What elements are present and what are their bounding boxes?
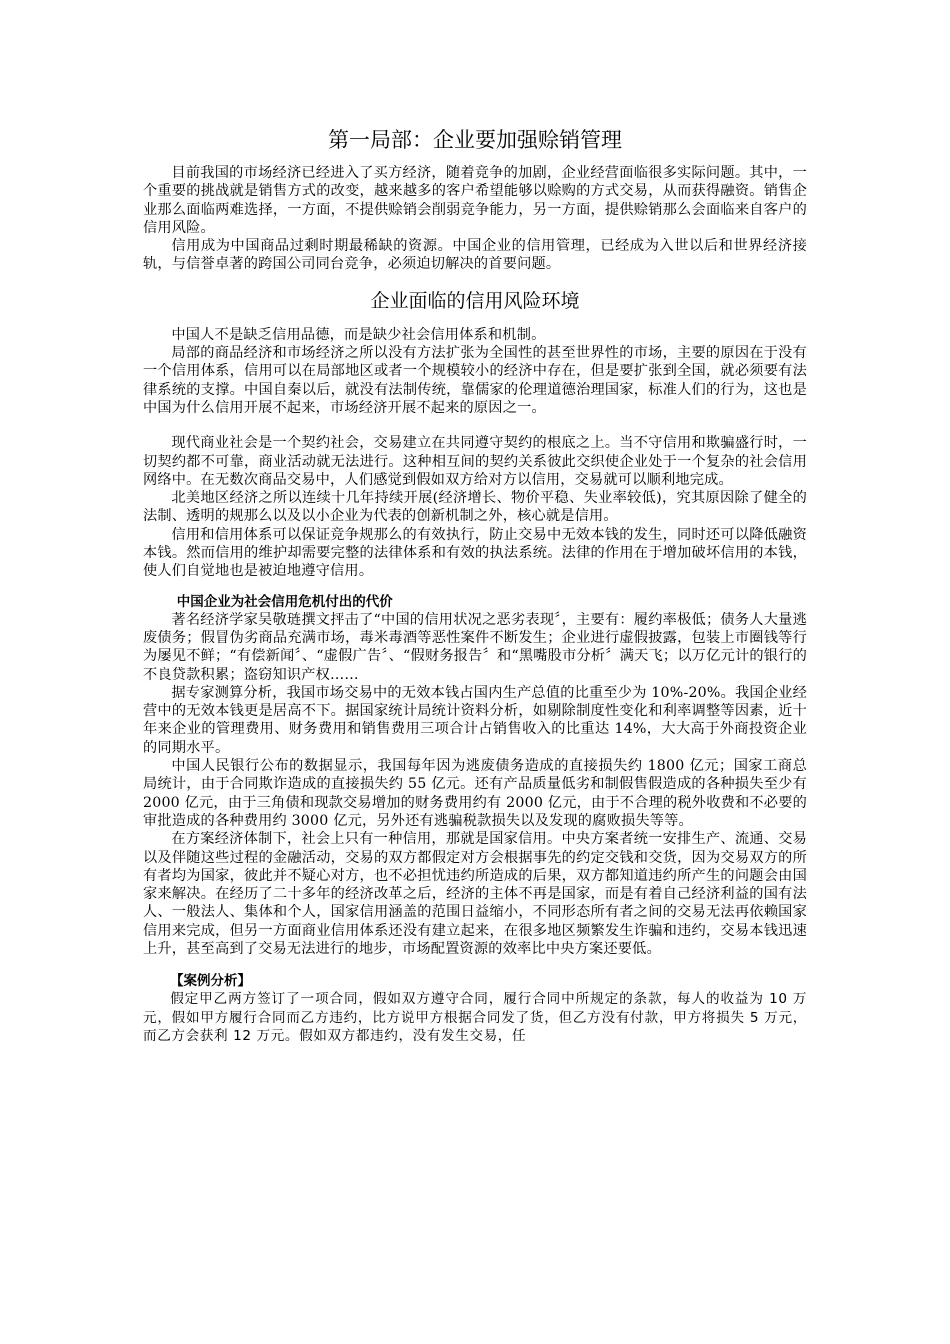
document-page <box>143 120 807 1046</box>
paragraph-gap <box>143 417 807 434</box>
section-title: 企业面临的信用风险环境 <box>370 289 580 312</box>
cost-paragraph-2: 据专家测算分析，我国市场交易中的无效本钱占国内生产总值的比重至少为 10%-20%。我国企业经营中的无效本钱更是居高不下。据国家统计局统计资料分析，如剔除制度性变化和利率调整等因素，近十年来企业的管理费用、财务费用和销售费用三项合计占销售收入的比重达 14%，大大高于外商投资企业的同期水平。 <box>143 684 807 756</box>
intro-paragraph-1: 目前我国的市场经济已经进入了买方经济，随着竞争的加剧，企业经营面临很多实际问题。其中，一个重要的挑战就是销售方式的改变，越来越多的客户希望能够以赊购的方式交易，从而获得融资。销售企业那么面临两难选择，一方面，不提供赊销会削弱竞争能力，另一方面，提供赊销那么会面临来自客户的信用风险。 <box>143 165 807 236</box>
page-title: 第一局部：企业要加强赊销管理 <box>328 128 622 152</box>
subheading: 中国企业为社会信用危机付出的代价 <box>176 593 393 610</box>
cost-paragraph-4: 在方案经济体制下，社会上只有一种信用，那就是国家信用。中央方案者统一安排生产、流通、交易以及伴随这些过程的金融活动，交易的双方都假定对方会根据事先的约定交钱和交货，因为交易双方的所有者均为国家，彼此并不疑心对方，也不必担忧违约所造成的后果，双方都知道违约所产生的问题会由国家来解决。在经历了二十多年的经济改革之后，经济的主体不再是国家，而是有着自己经济利益的国有法人、一般法人、集体和个人，国家信用涵盖的范围日益缩小，不同形态所有者之间的交易无法再依赖国家信用来完成，但另一方面商业信用体系还没有建立起来，在很多地区频繁发生诈骗和违约，交易本钱迅速上升，甚至高到了交易无法进行的地步，市场配置资源的效率比中央方案还要低。 <box>143 831 807 957</box>
section-paragraph-1: 中国人不是缺乏信用品德，而是缺少社会信用体系和机制。 <box>171 326 546 343</box>
section-paragraph-5: 信用和信用体系可以保证竞争规那么的有效执行，防止交易中无效本钱的发生，同时还可以降低融资本钱。然而信用的维护却需要完整的法律体系和有效的执法系统。法律的作用在于增加破坏信用的本钱，使人们自觉地也是被迫地遵守信用。 <box>143 526 807 580</box>
section-paragraph-4: 北美地区经济之所以连续十几年持续开展(经济增长、物价平稳、失业率较低)，究其原因除了健全的法制、透明的规那么以及以小企业为代表的创新机制之外，核心就是信用。 <box>143 490 807 525</box>
section-paragraph-3: 现代商业社会是一个契约社会，交易建立在共同遵守契约的根底之上。当不守信用和欺骗盛行时，一切契约都不可靠，商业活动就无法进行。这种相互间的契约关系彼此交织使企业处于一个复杂的社会信用网络中。在无数次商品交易中，人们感觉到假如双方给对方以信用，交易就可以顺利地完成。 <box>143 435 807 488</box>
cost-paragraph-1: 著名经济学家吴敬琏撰文抨击了“中国的信用状况之恶劣表现〞，主要有：履约率极低；债务人大量逃废债务；假冒伪劣商品充满市场，毒米毒酒等恶性案件不断发生；企业进行虚假披露，包装上市圈钱等行为屡见不鲜；“有偿新闻〞、“虚假广告〞、“假财务报告〞和“黑嘴股市分析〞满天飞；以万亿元计的银行的不良贷款积累；盗窃知识产权…… <box>143 611 807 683</box>
case-heading: 【案例分析】 <box>170 973 251 990</box>
intro-paragraph-2: 信用成为中国商品过剩时期最稀缺的资源。中国企业的信用管理，已经成为入世以后和世界经济接轨，与信誉卓著的跨国公司同台竞争，必须迫切解决的首要问题。 <box>143 238 807 273</box>
cost-paragraph-3: 中国人民银行公布的数据显示，我国每年因为逃废债务造成的直接损失约 1800 亿元；国家工商总局统计，由于合同欺诈造成的直接损失约 55 亿元。还有产品质量低劣和制假售假造成的各种损失至少有 2000 亿元，由于三角债和现款交易增加的财务费用约有 2000 亿元，由于不合理的税外收费和不必要的审批造成的各种费用约 3000 亿元，另外还有逃骗税款损失以及发现的腐败损失等等。 <box>143 758 807 829</box>
section-paragraph-2: 局部的商品经济和市场经济之所以没有方法扩张为全国性的甚至世界性的市场，主要的原因在于没有一个信用体系，信用可以在局部地区或者一个规模较小的经济中存在，但是要扩张到全国，就必须要有法律系统的支撑。中国自秦以后，就没有法制传统，靠儒家的伦理道德治理国家，标准人们的行为，这也是中国为什么信用开展不起来，市场经济开展不起来的原因之一。 <box>143 345 807 416</box>
case-paragraph: 假定甲乙两方签订了一项合同，假如双方遵守合同，履行合同中所规定的条款，每人的收益为 10 万元，假如甲方履行合同而乙方违约，比方说甲方根据合同发了货，但乙方没有付款，甲方将损失 5 万元，而乙方会获利 12 万元。假如双方都违约，没有发生交易，任 <box>143 991 807 1045</box>
